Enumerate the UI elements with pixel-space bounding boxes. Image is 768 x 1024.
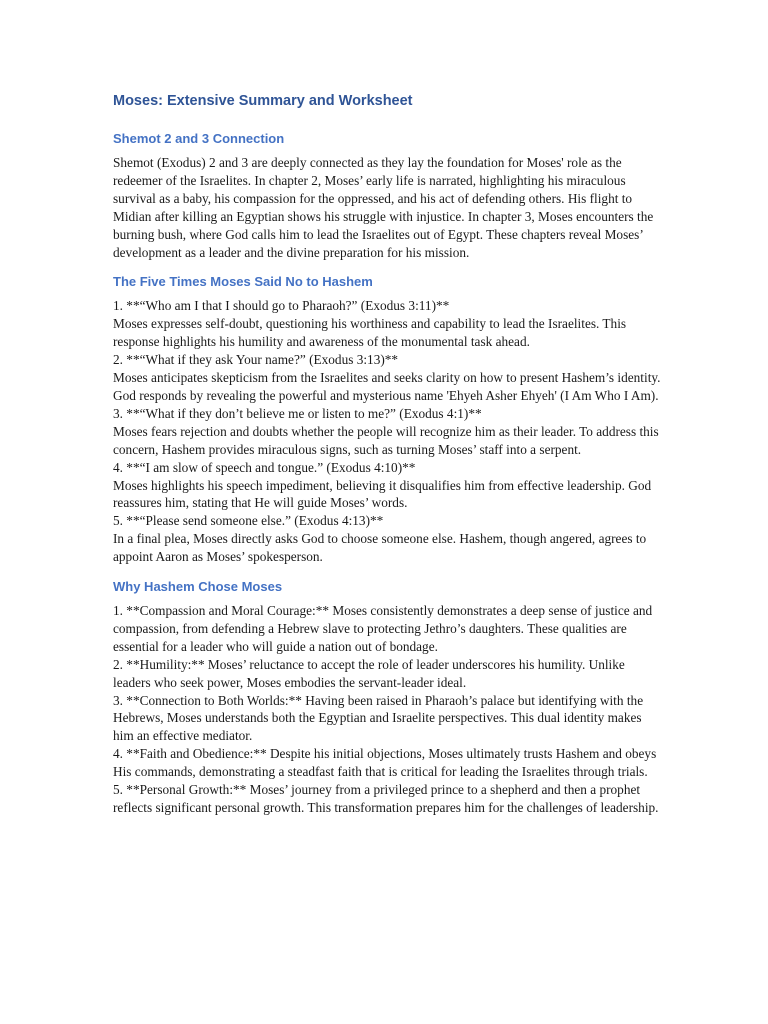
section-why-chosen <box>113 578 663 817</box>
document-title: Moses: Extensive Summary and Worksheet <box>113 93 413 109</box>
refusal-2-title: 2. **“What if they ask Your name?” (Exodus 3:13)** <box>113 352 399 368</box>
refusal-1-body: Moses expresses self-doubt, questioning his worthiness and capability to lead the Israelites. This response highlights his humility and awareness of the monumental task ahead. <box>113 316 627 350</box>
refusal-5-body: In a final plea, Moses directly asks God to choose someone else. Hashem, though angered, agrees to appoint Aaron as Moses’ spokesperson. <box>113 531 647 565</box>
refusal-3-body: Moses fears rejection and doubts whether the people will recognize him as their leader. To address this concern, Hashem provides miraculous signs, such as turning Moses’ staff into a serpent. <box>113 423 659 457</box>
refusal-2-body: Moses anticipates skepticism from the Israelites and seeks clarity on how to present Hashem’s identity. God responds by revealing the powerful and mysterious name 'Ehyeh Asher Ehyeh' (I Am Who I Am). <box>113 370 661 403</box>
section-heading-shemot: Shemot 2 and 3 Connection <box>113 131 285 146</box>
section-shemot-connection <box>113 130 663 261</box>
reason-5: 5. **Personal Growth:** Moses’ journey from a privileged prince to a shepherd and then a prophet reflects significant personal growth. This transformation prepares him for the challenges of leadership. <box>113 782 659 815</box>
refusal-5-title: 5. **“Please send someone else.” (Exodus 4:13)** <box>113 513 384 529</box>
refusal-1-title: 1. **“Who am I that I should go to Pharaoh?” (Exodus 3:11)** <box>113 298 450 314</box>
section-five-refusals <box>113 273 663 566</box>
refusal-3-title: 3. **“What if they don’t believe me or listen to me?” (Exodus 4:1)** <box>113 405 482 421</box>
section-heading-five-refusals: The Five Times Moses Said No to Hashem <box>113 274 373 290</box>
refusal-4-body: Moses highlights his speech impediment, believing it disqualifies him from effective leadership. God reassures him, stating that He will guide Moses’ words. <box>113 477 652 511</box>
reason-4: 4. **Faith and Obedience:** Despite his initial objections, Moses ultimately trusts Hashem and obeys His commands, demonstrating a steadfast faith that is critical for leading the Israelites through trials. <box>113 746 657 780</box>
reason-2: 2. **Humility:** Moses’ reluctance to accept the role of leader underscores his humility. Unlike leaders who seek power, Moses embodies the servant-leader ideal. <box>113 656 625 690</box>
section-heading-why-chosen: Why Hashem Chose Moses <box>113 579 283 595</box>
reason-3: 3. **Connection to Both Worlds:** Having been raised in Pharaoh’s palace but identifying with the Hebrews, Moses understands both the Egyptian and Israelite perspectives. This dual identity makes him an effective mediator. <box>113 692 644 744</box>
reason-1: 1. **Compassion and Moral Courage:** Moses consistently demonstrates a deep sense of justice and compassion, from defending a Hebrew slave to protecting Jethro’s daughters. These qualities are essential for a leader who will guide a nation out of bondage. <box>113 603 653 654</box>
section-body-shemot: Shemot (Exodus) 2 and 3 are deeply connected as they lay the foundation for Moses' role as the redeemer of the Israelites. In chapter 2, Moses’ early life is narrated, highlighting his miraculous survival as a baby, his compassion for the oppressed, and his act of defending others. His flight to Midian after killing an Egyptian shows his struggle with injustice. In chapter 3, Moses encounters the burning bush, where God calls him to lead the Israelites out of Egypt. These chapters reveal Moses’ development as a leader and the divine preparation for his mission. <box>113 155 654 260</box>
refusal-4-title: 4. **“I am slow of speech and tongue.” (Exodus 4:10)** <box>113 459 416 475</box>
document-page <box>113 92 663 829</box>
